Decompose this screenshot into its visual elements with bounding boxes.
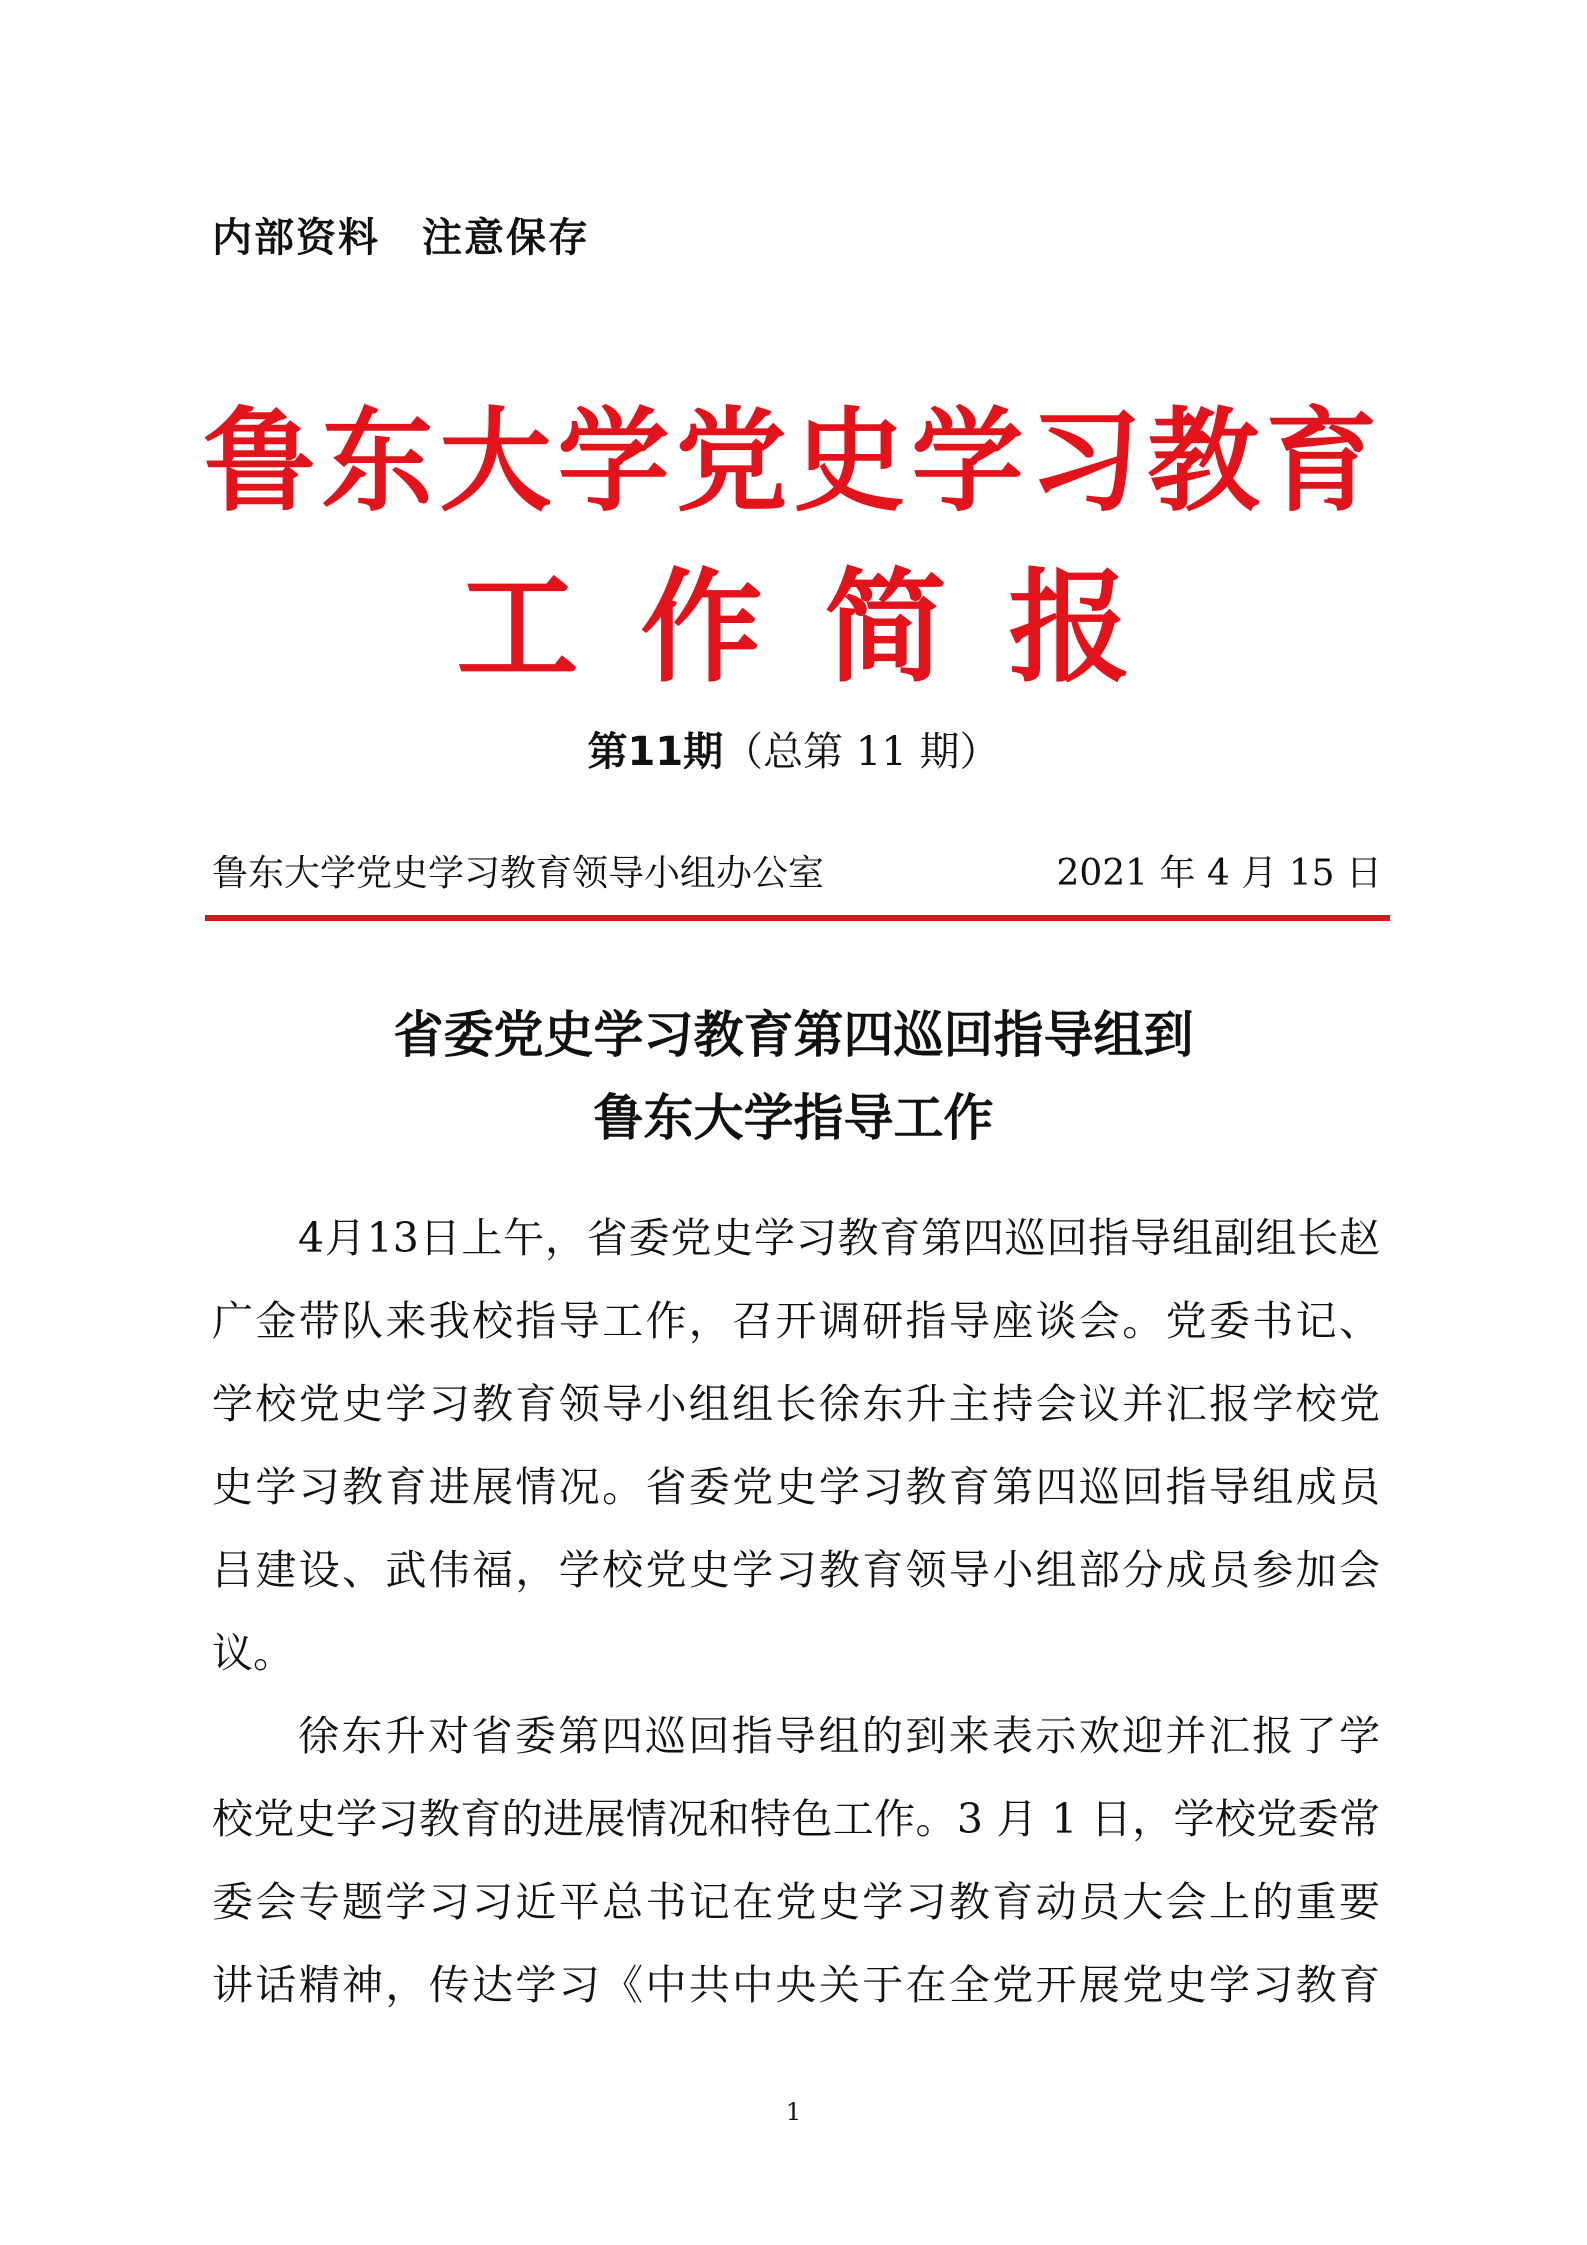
body-text-line: 委会专题学习习近平总书记在党史学习教育动员大会上的重要 [212, 1878, 1380, 1926]
body-text-line: 议。 [212, 1629, 294, 1677]
classification-label: 内部资料 注意保存 [212, 215, 590, 261]
issue-number: 第11期 [587, 729, 724, 775]
body-text-line: 校党史学习教育的进展情况和特色工作。3 月 1 日，学校党委常 [212, 1795, 1380, 1843]
issue-date: 2021 年 4 月 15 日 [1056, 853, 1382, 894]
body-text-line: 4月13日上午，省委党史学习教育第四巡回指导组副组长赵 [298, 1214, 1380, 1262]
body-text-line: 史学习教育进展情况。省委党史学习教育第四巡回指导组成员 [212, 1463, 1380, 1511]
issuer-name: 鲁东大学党史学习教育领导小组办公室 [212, 853, 825, 894]
body-text-line: 讲话精神，传达学习《中共中央关于在全党开展党史学习教育 [212, 1961, 1380, 2009]
article-headline-line-1: 省委党史学习教育第四巡回指导组到 [393, 1005, 1194, 1064]
issue-total: （总第 11 期） [723, 729, 1000, 775]
masthead-title: 鲁东大学党史学习教育 [203, 397, 1384, 527]
issuer-date-row [212, 845, 1382, 896]
masthead-subtitle: 工作简报 [456, 557, 1193, 699]
red-divider-rule [205, 915, 1390, 921]
page-number: 1 [785, 2098, 802, 2126]
body-text-line: 徐东升对省委第四巡回指导组的到来表示欢迎并汇报了学 [298, 1712, 1380, 1760]
issue-line [0, 720, 1587, 777]
article-headline-line-2: 鲁东大学指导工作 [593, 1088, 994, 1147]
body-text-line: 广金带队来我校指导工作，召开调研指导座谈会。党委书记、 [212, 1297, 1380, 1345]
body-text-line: 吕建设、武伟福，学校党史学习教育领导小组部分成员参加会 [212, 1546, 1380, 1594]
body-text-line: 学校党史学习教育领导小组组长徐东升主持会议并汇报学校党 [212, 1380, 1380, 1428]
